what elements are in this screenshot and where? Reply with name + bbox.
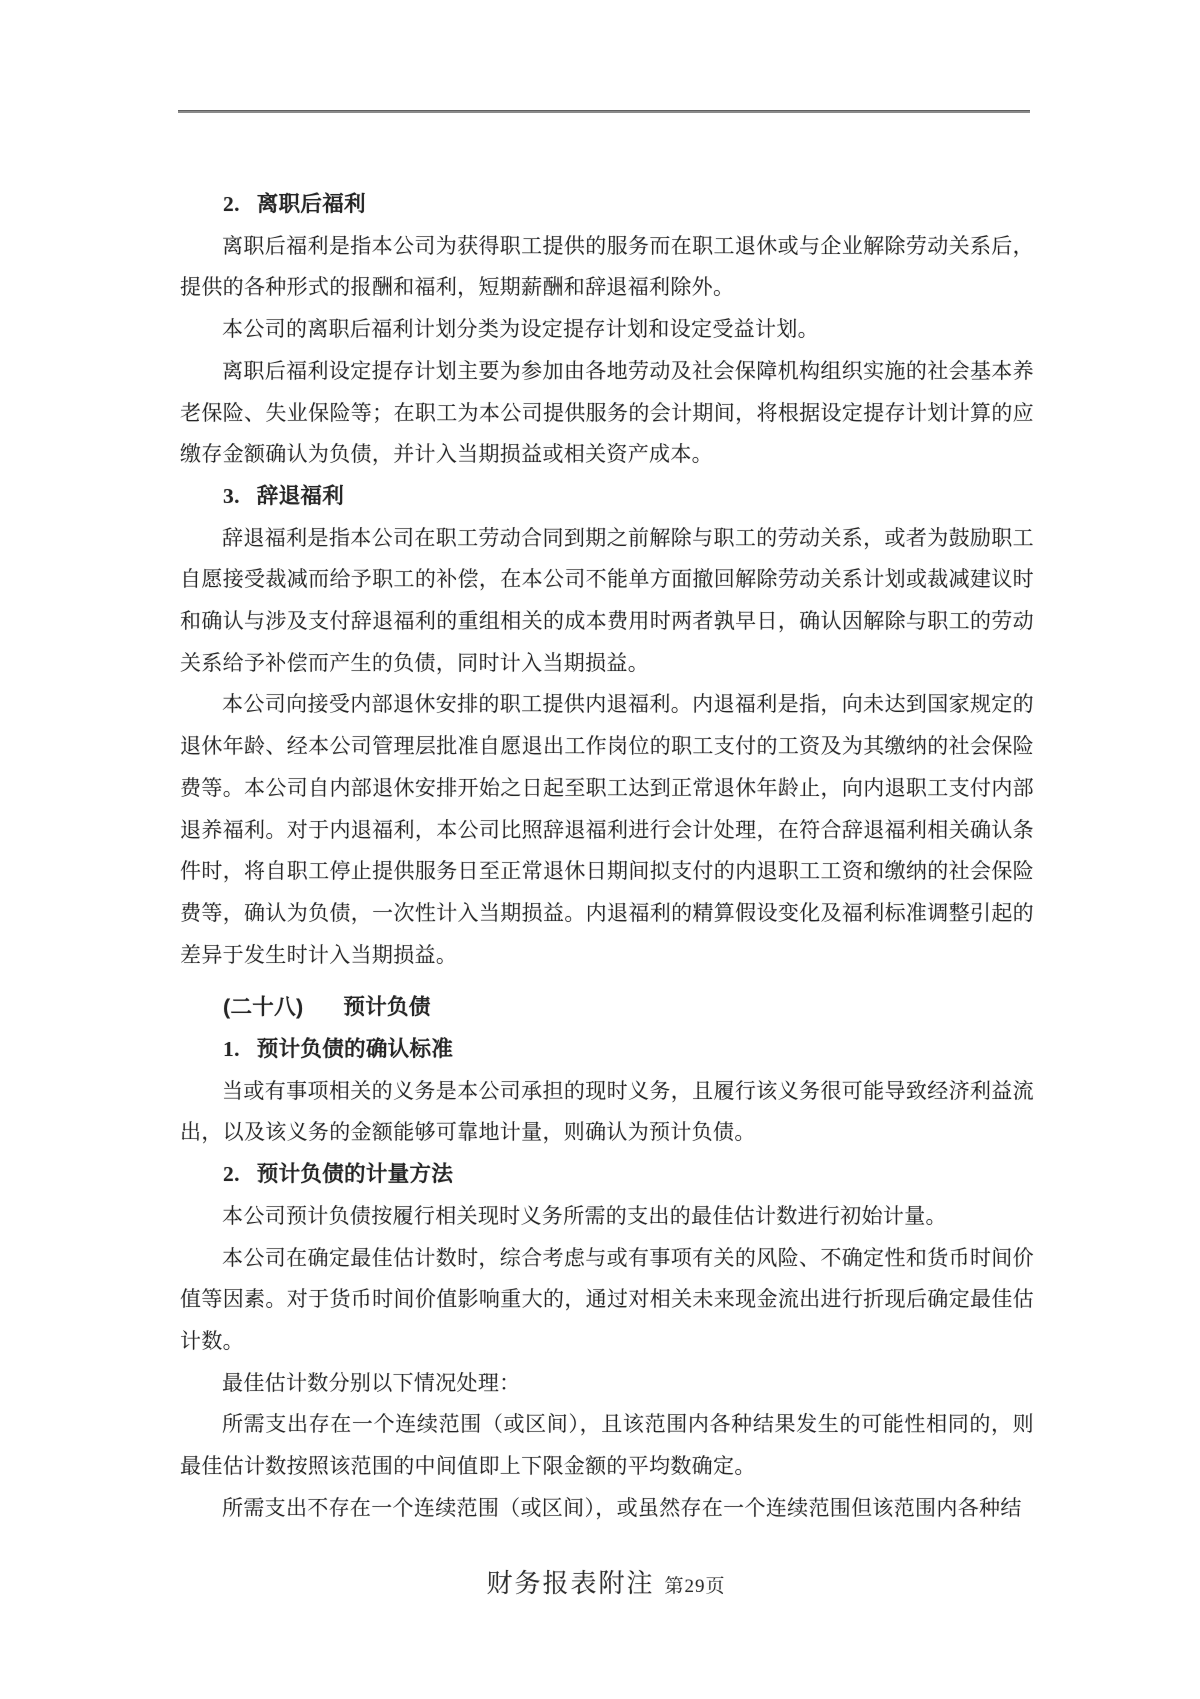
- paragraph: 离职后福利是指本公司为获得职工提供的服务而在职工退休或与企业解除劳动关系后，提供的各种形式的报酬和福利，短期薪酬和辞退福利除外。: [180, 233, 1034, 300]
- paragraph: 离职后福利设定提存计划主要为参加由各地劳动及社会保障机构组织实施的社会基本养老保险、失业保险等；在职工为本公司提供服务的会计期间，将根据设定提存计划计算的应缴存金额确认为负债，并计入当期损益或相关资产成本。: [180, 358, 1034, 467]
- heading-title: 预计负债的确认标准: [256, 1037, 454, 1062]
- heading-number: 1.: [223, 1037, 240, 1062]
- paragraph: 本公司的离职后福利计划分类为设定提存计划和设定受益计划。: [222, 317, 819, 342]
- paragraph: 本公司向接受内部退休安排的职工提供内退福利。内退福利是指，向未达到国家规定的退休年龄、经本公司管理层批准自愿退出工作岗位的职工支付的工资及为其缴纳的社会保险费等。本公司自内部退休安排开始之日起至职工达到正常退休年龄止，向内退职工支付内部退养福利。对于内退福利，本公司比照辞退福利进行会计处理，在符合辞退福利相关确认条件时，将自职工停止提供服务日至正常退休日期间拟支付的内退职工工资和缴纳的社会保险费等，确认为负债，一次性计入当期损益。内退福利的精算假设变化及福利标准调整引起的差异于发生时计入当期损益。: [180, 692, 1034, 967]
- paragraph: 所需支出存在一个连续范围（或区间），且该范围内各种结果发生的可能性相同的，则最佳估计数按照该范围的中间值即上下限金额的平均数确定。: [180, 1412, 1034, 1479]
- heading-title: 预计负债的计量方法: [256, 1162, 454, 1187]
- heading-title: 预计负债: [343, 995, 431, 1020]
- document-body: [180, 184, 1034, 1530]
- footer-page-number: 第29页: [664, 1576, 726, 1597]
- heading-number: 3.: [223, 483, 240, 508]
- paragraph: 所需支出不存在一个连续范围（或区间），或虽然存在一个连续范围但该范围内各种结: [222, 1495, 1022, 1520]
- header-rule: [178, 110, 1030, 113]
- sub-heading: [180, 476, 1034, 518]
- heading-number: (二十八): [223, 995, 304, 1020]
- paragraph: 本公司预计负债按履行相关现时义务所需的支出的最佳估计数进行初始计量。: [222, 1203, 947, 1228]
- paragraph: 本公司在确定最佳估计数时，综合考虑与或有事项有关的风险、不确定性和货币时间价值等因素。对于货币时间价值影响重大的，通过对相关未来现金流出进行折现后确定最佳估计数。: [180, 1245, 1034, 1353]
- heading-number: 2.: [223, 192, 240, 216]
- sub-heading: [180, 184, 1034, 226]
- footer-title: 财务报表附注: [486, 1569, 655, 1598]
- heading-title: 离职后福利: [256, 192, 366, 216]
- section-heading: [180, 987, 1034, 1029]
- heading-number: 2.: [223, 1162, 240, 1187]
- heading-title: 辞退福利: [256, 483, 345, 508]
- paragraph: 当或有事项相关的义务是本公司承担的现时义务，且履行该义务很可能导致经济利益流出，以及该义务的金额能够可靠地计量，则确认为预计负债。: [180, 1078, 1034, 1145]
- sub-heading: [180, 1154, 1034, 1196]
- paragraph: 最佳估计数分别以下情况处理：: [222, 1370, 521, 1395]
- sub-heading: [180, 1029, 1034, 1071]
- paragraph: 辞退福利是指本公司在职工劳动合同到期之前解除与职工的劳动关系，或者为鼓励职工自愿接受裁减而给予职工的补偿，在本公司不能单方面撤回解除劳动关系计划或裁减建议时和确认与涉及支付辞退福利的重组相关的成本费用时两者孰早日，确认因解除与职工的劳动关系给予补偿而产生的负债，同时计入当期损益。: [180, 525, 1034, 675]
- page-footer: [180, 1563, 1032, 1600]
